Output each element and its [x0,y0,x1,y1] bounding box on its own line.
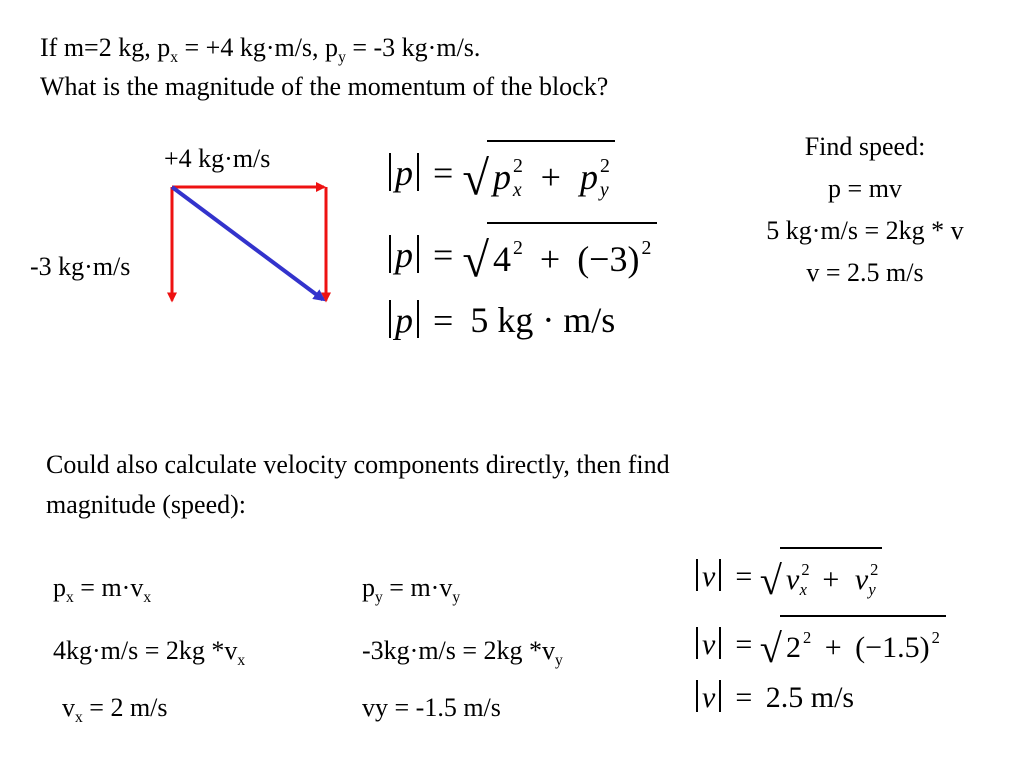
problem-line-1 [40,33,481,67]
py-label: -3 kg·m/s [30,252,131,281]
text-part: = m·v [382,573,453,602]
abs-bar [719,559,721,591]
y-component-eq-3: vy = -1.5 m/s [362,693,501,722]
momentum-eq-row-1 [385,140,615,210]
v-symbol: v [702,681,716,714]
p-symbol: p [395,300,413,341]
text-part: v [62,693,75,722]
problem-line-2: What is the magnitude of the momentum of the block? [40,72,609,101]
subscript: x [799,579,807,599]
sqrt-body [487,222,657,279]
abs-bar [389,300,391,338]
equals-sign: = [433,153,454,194]
subscript: y [555,652,563,670]
text-part: 4kg·m/s = 2kg *v [53,636,238,665]
y-component-eq-2 [362,636,563,670]
sqrt [759,615,946,671]
resultant-vector [172,187,323,300]
find-speed-line-1: p = mv [828,174,902,203]
equals-sign: = [433,235,454,276]
exponent: 2 [802,628,812,647]
base-value: (−1.5) [855,631,930,665]
subscript: y [599,178,609,201]
subscript: x [66,589,74,607]
base-value: 4 [492,238,511,279]
subscript: x [512,178,522,201]
base-value: 2 [785,631,801,665]
text-part: p [53,573,66,602]
exponent: 2 [512,237,523,259]
velocity-eq-row-2 [692,615,946,671]
momentum-eq-row-3 [385,300,615,340]
sqrt-sign: √ [462,233,489,288]
exponent: 2 [512,155,523,177]
abs-bar [417,235,419,273]
subscript: x [143,589,152,607]
exponent: 2 [931,628,940,647]
vector-diagram [150,175,350,325]
x-component-eq-3 [62,693,168,727]
p-symbol: p [395,153,413,194]
find-speed-block [720,132,1010,300]
alternative-line-2: magnitude (speed): [46,490,246,519]
x-component-eq-2 [53,636,246,670]
abs-bar [696,680,698,712]
abs-bar [417,153,419,191]
px-label: +4 kg·m/s [164,144,271,173]
vy-symbol: v [854,563,869,597]
v-symbol: v [702,628,716,662]
abs-bar [389,153,391,191]
alternative-line-1: Could also calculate velocity components directly, then find [46,450,670,479]
px-symbol: p [492,156,511,197]
py-symbol: p [579,156,598,197]
subscript: y [338,49,346,67]
y-component-eq-1 [362,573,461,607]
subscript: x [75,709,83,727]
v-symbol: v [702,560,716,594]
abs-bar [719,627,721,659]
momentum-result: 5 kg · m/s [470,300,616,341]
problem-text-part: = -3 kg·m/s. [345,33,481,62]
text-part: = m·v [73,573,144,602]
sqrt-body [487,140,615,210]
plus-sign: + [824,631,842,665]
find-speed-line-3: v = 2.5 m/s [806,258,924,287]
subscript: y [452,589,461,607]
exponent: 2 [801,560,810,579]
base-value: (−3) [577,238,640,279]
x-component-eq-1 [53,573,152,607]
text-part: -3kg·m/s = 2kg *v [362,636,556,665]
plus-sign: + [822,563,840,597]
plus-sign: + [540,156,561,197]
find-speed-line-2: 5 kg·m/s = 2kg * v [766,216,964,245]
sqrt-sign: √ [759,625,782,671]
abs-bar [719,680,721,712]
abs-bar [389,235,391,273]
velocity-eq-row-1 [692,547,882,607]
sqrt [760,547,882,607]
abs-bar [696,627,698,659]
text-part: = 2 m/s [82,693,168,722]
momentum-eq-row-2 [385,222,657,288]
sqrt-body [780,615,946,665]
plus-sign: + [539,238,561,279]
find-speed-title: Find speed: [804,132,926,161]
text-part: p [362,573,375,602]
subscript: x [170,49,178,67]
exponent: 2 [641,237,652,259]
velocity-eq-row-3 [692,680,854,715]
equals-sign: = [735,560,753,594]
abs-bar [417,300,419,338]
exponent: 2 [599,155,610,177]
exponent: 2 [870,560,879,579]
problem-text-part: = +4 kg·m/s, p [178,33,339,62]
sqrt [462,140,614,210]
subscript: y [375,589,383,607]
p-symbol: p [395,235,413,276]
subscript: x [237,652,246,670]
sqrt-body [780,547,882,607]
sqrt-sign: √ [759,557,782,603]
equals-sign: = [735,681,753,714]
subscript: y [868,579,876,599]
equals-sign: = [735,628,753,662]
abs-bar [696,559,698,591]
vx-symbol: v [785,563,800,597]
sqrt-sign: √ [462,151,489,206]
speed-result: 2.5 m/s [765,681,855,714]
sqrt [462,222,657,288]
problem-text-part: If m=2 kg, p [40,33,171,62]
equals-sign: = [433,300,454,341]
